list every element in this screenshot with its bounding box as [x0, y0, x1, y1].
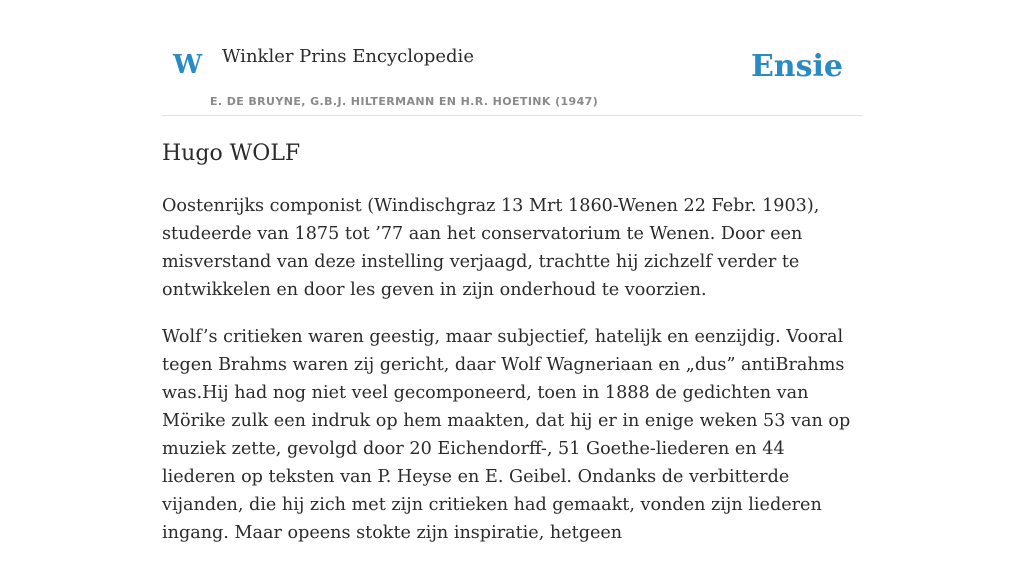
- article-title: Hugo WOLF: [162, 141, 301, 166]
- site-header: [162, 0, 862, 116]
- article-body: [162, 192, 862, 566]
- article-paragraph: Wolf’s critieken waren geestig, maar subjectief, hatelijk en eenzijdig. Vooral tegen Brahms waren zij gericht, daar Wolf Wagneriaan en „dus” antiBrahms was.Hij had nog niet veel gecomponeerd, toen in 1888 de gedichten van Mörike zulk een indruk op hem maakten, dat hij er in enige weken 53 van op muziek zette, gevolgd door 20 Eichendorff-, 51 Goethe-liederen en 44 liederen op teksten van P. Heyse en E. Geibel. Ondanks de verbitterde vijanden, die hij zich met zijn critieken had gemaakt, vonden zijn liederen ingang. Maar opeens stokte zijn inspiratie, hetgeen: [162, 327, 851, 543]
- article-paragraph: Oostenrijks componist (Windischgraz 13 Mrt 1860-Wenen 22 Febr. 1903), studeerde van 1875 tot ’77 aan het conservatorium te Wenen. Door een misverstand van deze instelling verjaagd, trachtte hij zichzelf verder te ontwikkelen en door les geven in zijn onderhoud te voorzien.: [162, 196, 820, 300]
- winkler-prins-logo[interactable]: W: [173, 50, 203, 80]
- page-container: [162, 0, 862, 543]
- source-title: Winkler Prins Encyclopedie: [222, 46, 474, 67]
- source-authors: E. DE BRUYNE, G.B.J. HILTERMANN EN H.R. HOETINK (1947): [210, 95, 599, 108]
- ensie-logo-link[interactable]: Ensie: [750, 49, 843, 84]
